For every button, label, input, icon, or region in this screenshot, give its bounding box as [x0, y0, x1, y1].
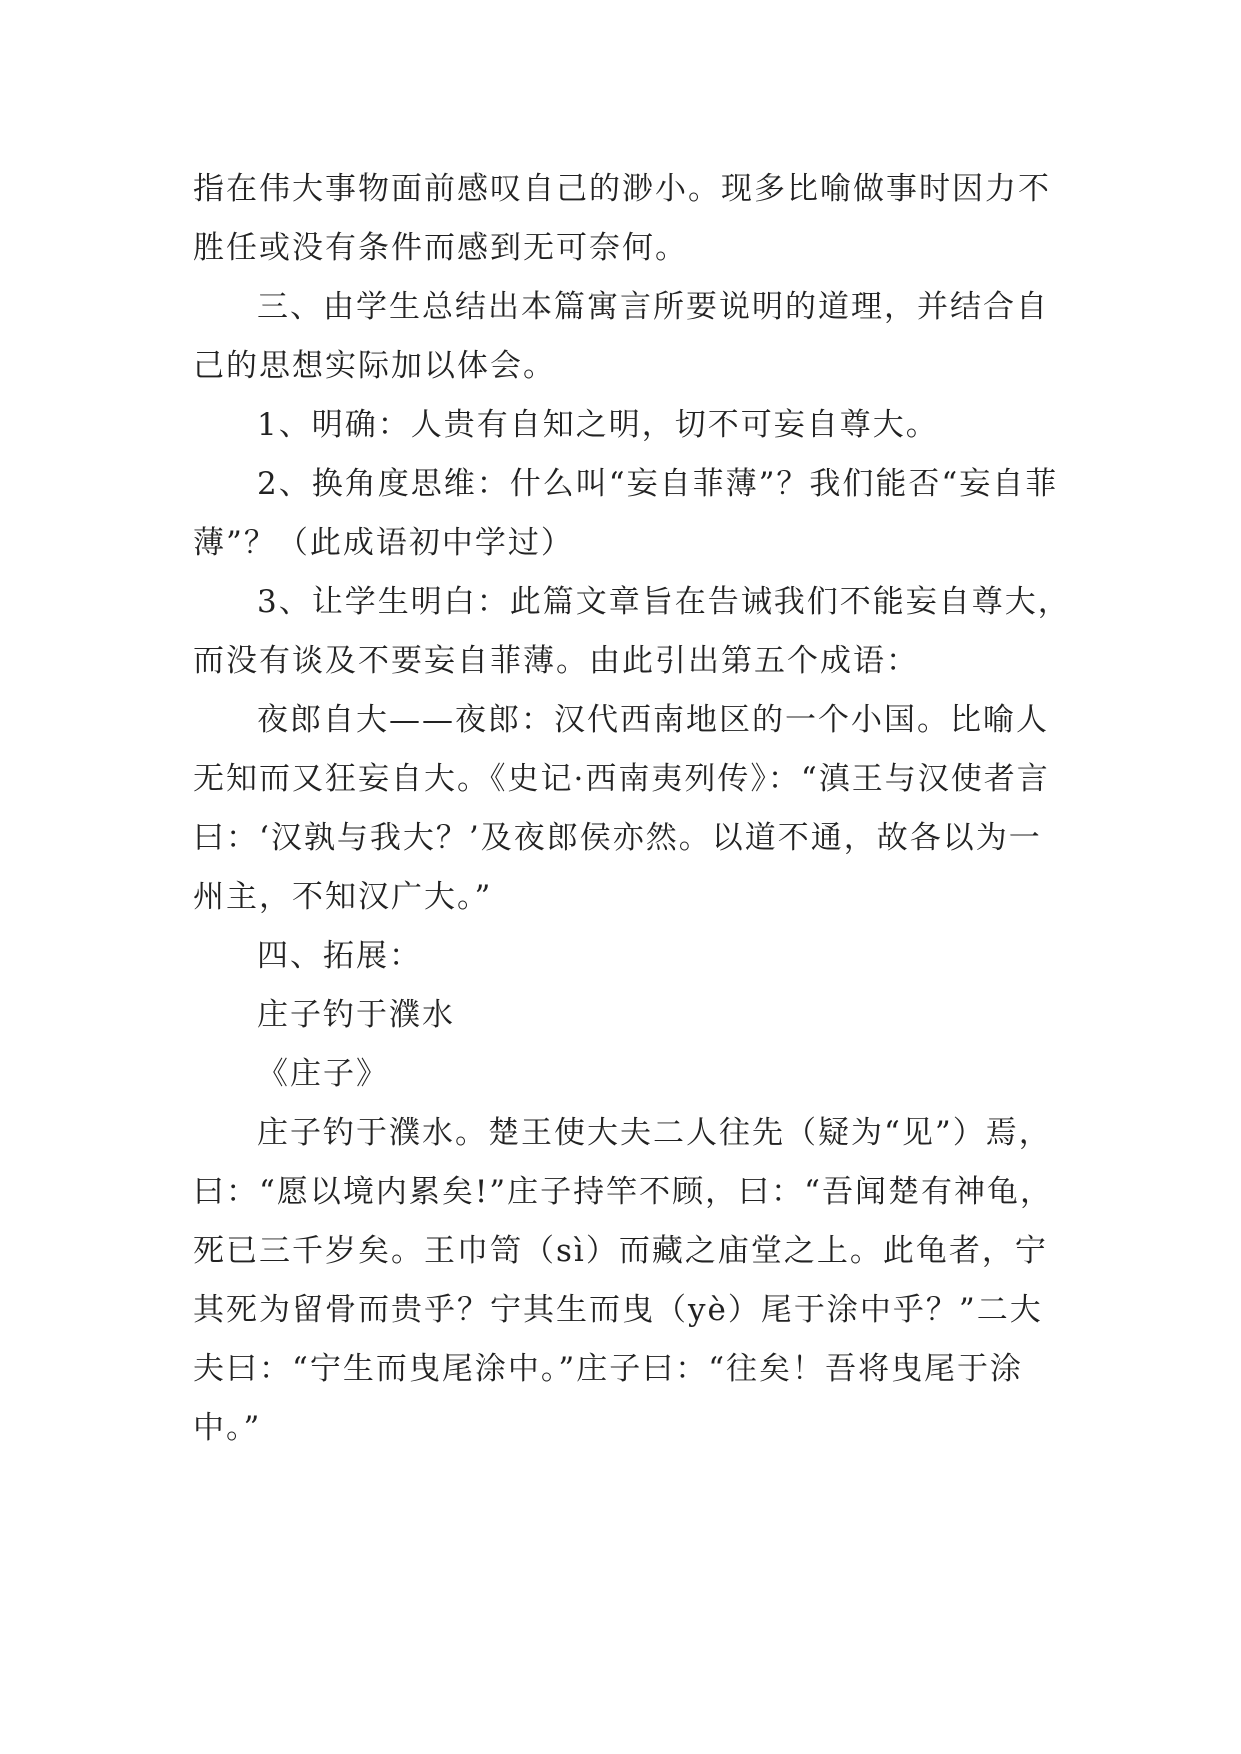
paragraph-point-one: 1、明确：人贵有自知之明，切不可妄自尊大。: [257, 407, 939, 443]
paragraph-story-title: 庄子钓于濮水: [257, 997, 455, 1033]
paragraph-continuation: 指在伟大事物面前感叹自己的渺小。现多比喻做事时因力不胜任或没有条件而感到无可奈何。: [193, 171, 1051, 266]
paragraph-story-source: 《庄子》: [257, 1056, 389, 1092]
paragraph-point-three: 3、让学生明白：此篇文章旨在告诫我们不能妄自尊大，而没有谈及不要妄自菲薄。由此引出第五个成语：: [193, 584, 1071, 679]
paragraph-point-two: 2、换角度思维：什么叫“妄自菲薄”？我们能否“妄自菲薄”？（此成语初中学过）: [193, 466, 1059, 561]
paragraph-section-three: 三、由学生总结出本篇寓言所要说明的道理，并结合自己的思想实际加以体会。: [193, 289, 1049, 384]
paragraph-section-four: 四、拓展：: [257, 938, 422, 974]
document-body: [193, 160, 1073, 1458]
paragraph-idiom-yelang: 夜郎自大——夜郎：汉代西南地区的一个小国。比喻人无知而又狂妄自大。《史记·西南夷列传》：“滇王与汉使者言曰：‘汉孰与我大？’及夜郎侯亦然。以道不通，故各以为一州主，不知汉广大。”: [193, 702, 1050, 915]
paragraph-story-text: 庄子钓于濮水。楚王使大夫二人往先（疑为“见”）焉，曰：“愿以境内累矣!”庄子持竿不顾，曰：“吾闻楚有神龟，死已三千岁矣。王巾笥（sì）而藏之庙堂之上。此龟者，宁其死为留骨而贵乎？宁其生而曳（yè）尾于涂中乎？”二大夫曰：“宁生而曳尾涂中。”庄子曰：“往矣！吾将曳尾于涂中。”: [193, 1115, 1053, 1446]
